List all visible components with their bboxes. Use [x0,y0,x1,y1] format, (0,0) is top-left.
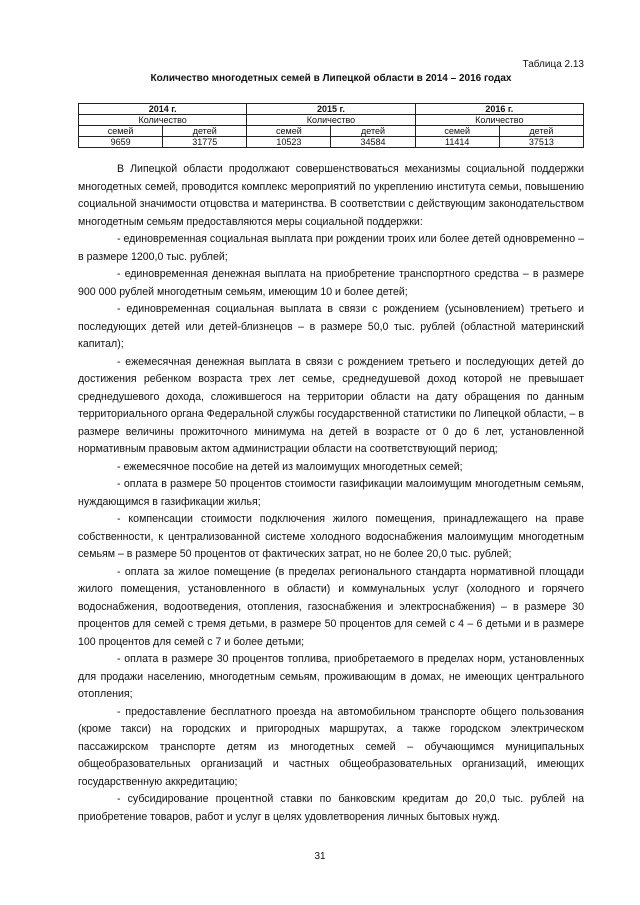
column-header-children: детей [331,126,415,137]
list-item: - оплата за жилое помещение (в пределах регионального стандарта нормативной площади жилого помещения, установленного в области) и коммунальных услуг (холодного и горячего водоснабжения, водоотведения, отопления, газоснабжения и электроснабжения) – в размере 30 процентов для семей с тремя детьми, в размере 50 процентов для семей с 4 – 6 детьми и в размере 100 процентов для семей с 7 и более детьми; [78,565,584,648]
column-header-families: семей [415,126,499,137]
table-number: Таблица 2.13 [522,59,584,70]
list-item: - компенсации стоимости подключения жилого помещения, принадлежащего на праве собственности, к централизованной системе холодного водоснабжения малоимущим многодетным семьям – в размере 50 процентов от фактических затрат, но не более 20,0 тыс. рублей; [78,513,584,560]
table-row-values [79,137,584,148]
list-item: - единовременная денежная выплата на приобретение транспортного средства – в размере 900 000 рублей многодетным семьям, имеющим 10 и более детей; [78,268,584,298]
value-children-2015: 34584 [331,137,415,148]
year-header: 2016 г. [415,104,583,115]
list-item: - единовременная социальная выплата при рождении троих или более детей одновременно – в размере 1200,0 тыс. рублей; [78,233,584,263]
column-header-families: семей [79,126,163,137]
families-table [78,103,584,148]
value-families-2015: 10523 [247,137,331,148]
document-page [78,58,584,826]
value-families-2014: 9659 [79,137,163,148]
quantity-header: Количество [247,115,415,126]
column-header-children: детей [163,126,247,137]
quantity-header: Количество [415,115,583,126]
list-item: - единовременная социальная выплата в связи с рождением (усыновлением) третьего и последующих детей или детей-близнецов – в размере 50,0 тыс. рублей (областной материнский капитал); [78,303,584,350]
year-header: 2015 г. [247,104,415,115]
list-item: - ежемесячная денежная выплата в связи с рождением третьего и последующих детей до достижения ребенком возраста трех лет семье, среднедушевой доход которой не превышает среднедушевого дохода, сложившегося на территории области на дату обращения по данным территориального органа Федеральной службы государственной статистики по Липецкой области, – в размере величины прожиточного минимума на детей в возрасте от 0 до 6 лет, установленной нормативным правовым актом администрации области на соответствующий период; [78,355,584,455]
value-children-2016: 37513 [499,137,583,148]
column-header-families: семей [247,126,331,137]
quantity-header: Количество [79,115,247,126]
list-item: - субсидирование процентной ставки по банковским кредитам до 20,0 тыс. рублей на приобретение товаров, работ и услуг в целях удовлетворения личных бытовых нужд. [78,793,584,823]
intro-paragraph: В Липецкой области продолжают совершенствоваться механизмы социальной поддержки многодетных семей, проводится комплекс мероприятий по укреплению института семьи, повышению социальной значимости отцовства и материнства. В соответствии с действующим законодательством многодетным семьям предоставляются меры социальной поддержки: [78,163,584,228]
list-item: - оплата в размере 30 процентов топлива, приобретаемого в пределах норм, установленных для продажи населению, многодетным семьям, проживающим в домах, не имеющих центрального отопления; [78,653,584,700]
table-row-columns [79,126,584,137]
body-text [78,161,584,826]
value-families-2016: 11414 [415,137,499,148]
list-item: - ежемесячное пособие на детей из малоимущих многодетных семей; [117,460,463,473]
list-item: - предоставление бесплатного проезда на автомобильном транспорте общего пользования (кроме такси) на городских и пригородных маршрутах, а также городском электрическом пассажирском транспорте детям из многодетных семей – обучающимся муниципальных общеобразовательных организаций и частных общеобразовательных организаций, имеющих государственную аккредитацию; [78,705,584,788]
year-header: 2014 г. [79,104,247,115]
table-row-years [79,104,584,115]
column-header-children: детей [499,126,583,137]
list-item: - оплата в размере 50 процентов стоимости газификации малоимущим многодетным семьям, нуждающимся в газификации жилья; [78,478,584,508]
value-children-2014: 31775 [163,137,247,148]
table-title: Количество многодетных семей в Липецкой области в 2014 – 2016 годах [150,73,512,84]
page-number: 31 [314,851,326,862]
table-row-quantity [79,115,584,126]
